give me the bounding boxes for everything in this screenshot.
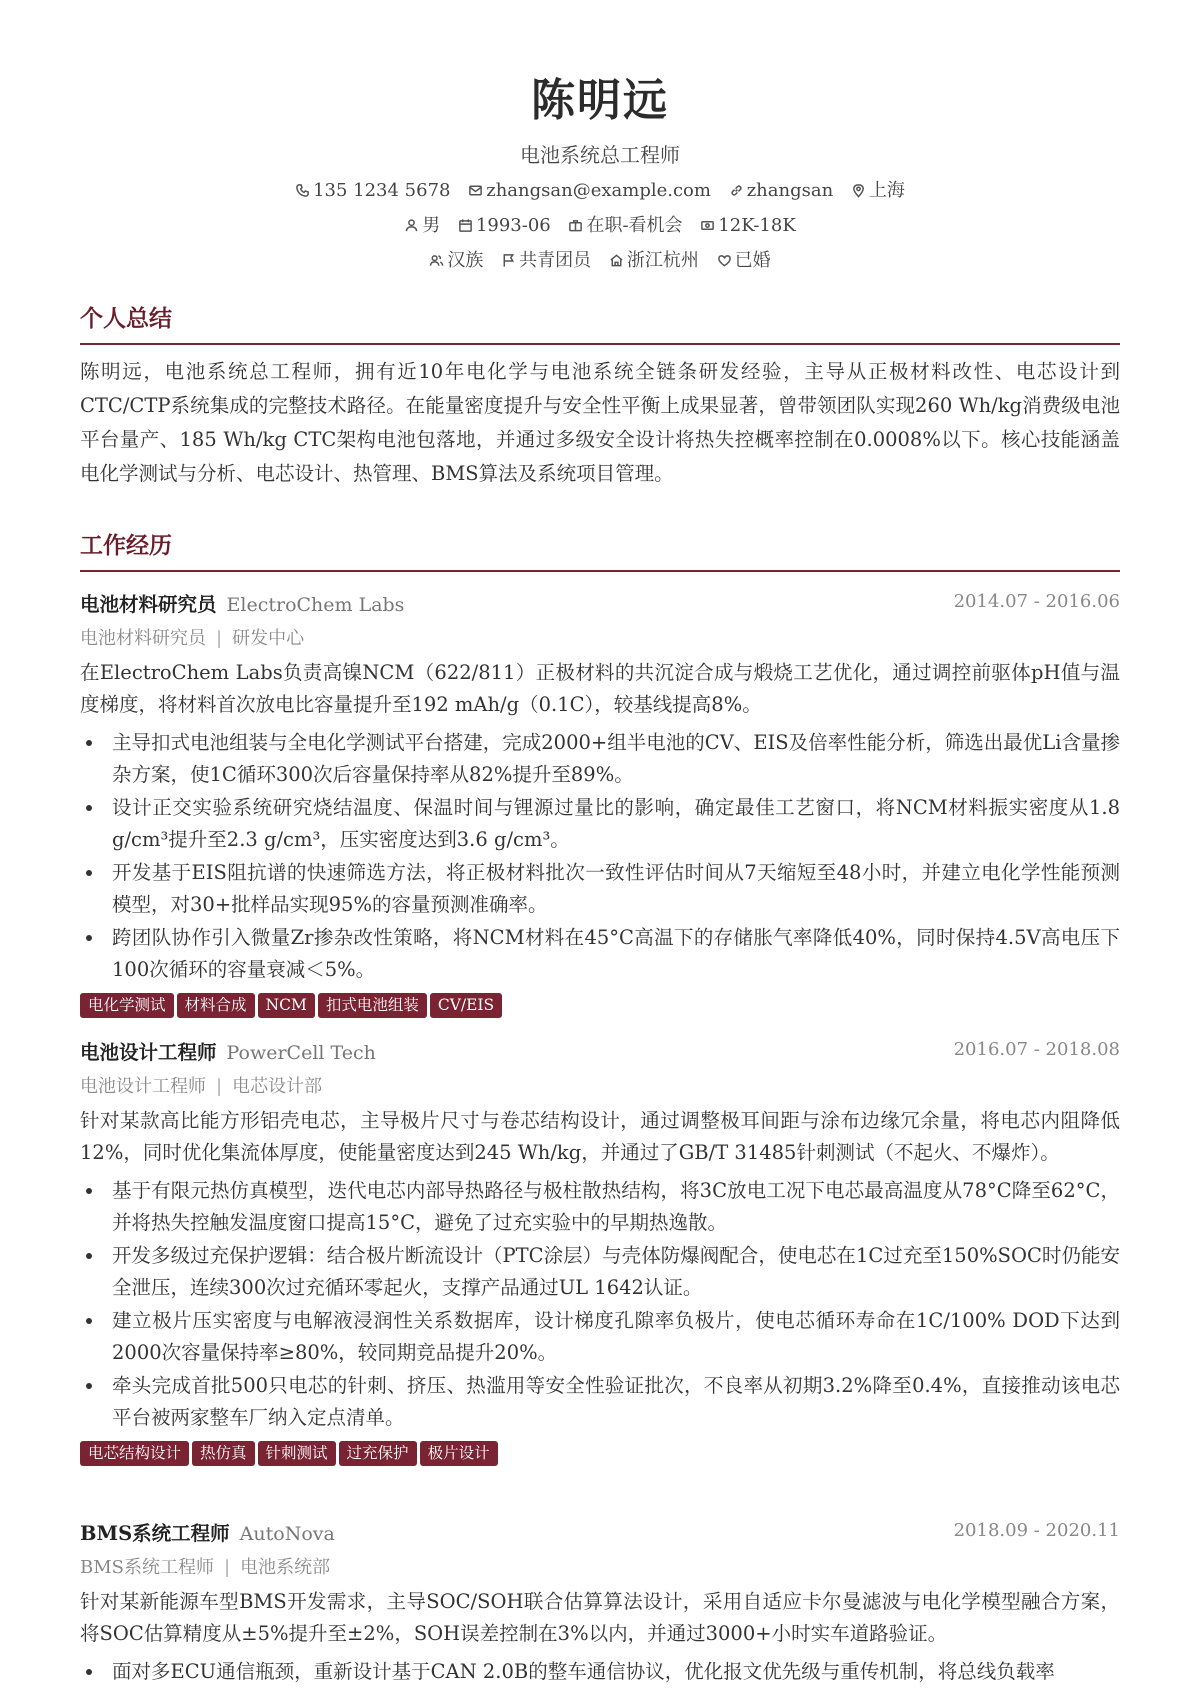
skill-tag: 极片设计 (420, 1441, 498, 1466)
job-company: PowerCell Tech (226, 1042, 376, 1064)
job-description: 在ElectroChem Labs负责高镍NCM（622/811）正极材料的共沉淀合成与煅烧工艺优化，通过调控前驱体pH值与温度梯度，将材料首次放电比容量提升至192 mAh/g（0.1C），较基线提高8%。 (80, 661, 1120, 716)
job-header (80, 1037, 1120, 1071)
skill-tag: 材料合成 (177, 993, 255, 1018)
job-date: 2016.07 - 2018.08 (953, 1039, 1120, 1060)
bullet-item: 建立极片压实密度与电解液浸润性关系数据库，设计梯度孔隙率负极片，使电芯循环寿命在1C/100% DOD下达到2000次容量保持率≥80%，较同期竞品提升20%。 (80, 1305, 1120, 1369)
bullet-item: 主导扣式电池组装与全电化学测试平台搭建，完成2000+组半电池的CV、EIS及倍率性能分析，筛选出最优Li含量掺杂方案，使1C循环300次后容量保持率从82%提升至89%。 (80, 727, 1120, 791)
city-text: 上海 (868, 180, 905, 201)
skill-tag: 电芯结构设计 (80, 1441, 189, 1466)
email-text: zhangsan@example.com (486, 180, 711, 201)
hometown-text: 浙江杭州 (626, 250, 699, 271)
bullet-item: 面对多ECU通信瓶颈，重新设计基于CAN 2.0B的整车通信协议，优化报文优先级与重传机制，将总线负载率 (80, 1656, 1120, 1688)
skill-tag: 电化学测试 (80, 993, 174, 1018)
job-subline (80, 623, 1120, 655)
job-company: ElectroChem Labs (226, 594, 405, 616)
job-subline (80, 1071, 1120, 1103)
marital-text: 已婚 (734, 250, 771, 271)
summary-heading: 个人总结 (80, 300, 1120, 345)
money-icon (700, 218, 715, 233)
job-bullets (80, 1175, 1120, 1434)
birth-text: 1993-06 (475, 215, 551, 236)
job-title: 电池材料研究员 (80, 593, 217, 616)
gender-text: 男 (422, 215, 441, 236)
social-item[interactable] (729, 180, 833, 201)
skill-tag: CV/EIS (430, 993, 502, 1018)
bullet-item: 开发基于EIS阻抗谱的快速筛选方法，将正极材料批次一致性评估时间从7天缩短至48小时，并建立电化学性能预测模型，对30+批样品实现95%的容量预测准确率。 (80, 857, 1120, 921)
calendar-icon (458, 218, 473, 233)
briefcase-icon (568, 218, 583, 233)
job-header (80, 589, 1120, 623)
link-icon (729, 183, 744, 198)
phone-text: 135 1234 5678 (313, 180, 451, 201)
job-description: 针对某新能源车型BMS开发需求，主导SOC/SOH联合估算算法设计，采用自适应卡尔曼滤波与电化学模型融合方案，将SOC估算精度从±5%提升至±2%，SOH误差控制在3%以内，并通过3000+小时实车道路验证。 (80, 1590, 1120, 1645)
job-role: BMS系统工程师 (80, 1557, 214, 1578)
job-date: 2018.09 - 2020.11 (953, 1520, 1120, 1541)
mail-icon (468, 183, 483, 198)
ethnicity-text: 汉族 (447, 250, 484, 271)
job-title: BMS系统工程师 (80, 1522, 230, 1545)
candidate-name: 陈明远 (531, 75, 669, 126)
bullet-item: 跨团队协作引入微量Zr掺杂改性策略，将NCM材料在45°C高温下的存储胀气率降低40%，同时保持4.5V高电压下100次循环的容量衰减＜5%。 (80, 922, 1120, 986)
skill-tags (80, 993, 1120, 1019)
bullet-item: 开发多级过充保护逻辑：结合极片断流设计（PTC涂层）与壳体防爆阀配合，使电芯在1C过充至150%SOC时仍能安全泄压，连续300次过充循环零起火，支撑产品通过UL 1642认证。 (80, 1240, 1120, 1304)
user-icon (404, 218, 419, 233)
candidate-title: 电池系统总工程师 (520, 143, 680, 167)
job-role: 电池设计工程师 (80, 1076, 206, 1097)
experience-heading: 工作经历 (80, 527, 1120, 572)
ethnicity-item (429, 246, 483, 272)
bullet-item: 牵头完成首批500只电芯的针刺、挤压、热滥用等安全性验证批次，不良率从初期3.2%降至0.4%，直接推动该电芯平台被两家整车厂纳入定点清单。 (80, 1370, 1120, 1434)
job-bullets (80, 1656, 1120, 1688)
basic-info-row (0, 211, 1200, 237)
social-text: zhangsan (746, 180, 834, 201)
job-title: 电池设计工程师 (80, 1041, 217, 1064)
users-icon (429, 253, 444, 268)
flag-icon (501, 253, 516, 268)
job-subline (80, 1552, 1120, 1584)
home-icon (609, 253, 624, 268)
contact-row (0, 176, 1200, 202)
phone-icon (295, 183, 310, 198)
job-dept: 电芯设计部 (232, 1076, 323, 1097)
job-entry (80, 1518, 1120, 1689)
separator: | (216, 628, 223, 649)
skill-tag: NCM (258, 993, 315, 1018)
phone-item[interactable] (295, 180, 450, 201)
hometown-item (609, 246, 699, 272)
separator: | (224, 1557, 231, 1578)
heart-icon (717, 253, 732, 268)
birth-item (458, 215, 551, 236)
bullet-item: 基于有限元热仿真模型，迭代电芯内部导热路径与极柱散热结构，将3C放电工况下电芯最高温度从78°C降至62°C，并将热失控触发温度窗口提高15°C，避免了过充实验中的早期热逸散。 (80, 1175, 1120, 1239)
job-entry (80, 1037, 1120, 1467)
location-icon (851, 183, 866, 198)
bullet-item: 设计正交实验系统研究烧结温度、保温时间与锂源过量比的影响，确定最佳工艺窗口，将NCM材料振实密度从1.8 g/cm³提升至2.3 g/cm³，压实密度达到3.6 g/cm³。 (80, 792, 1120, 856)
email-item[interactable] (468, 180, 711, 201)
skill-tags (80, 1441, 1120, 1467)
salary-item (700, 215, 795, 236)
job-bullets (80, 727, 1120, 986)
city-item (851, 176, 905, 202)
job-role: 电池材料研究员 (80, 628, 206, 649)
status-text: 在职-看机会 (586, 215, 683, 236)
status-item (568, 211, 682, 237)
salary-text: 12K-18K (718, 215, 796, 236)
job-description: 针对某款高比能方形铝壳电芯，主导极片尺寸与卷芯结构设计，通过调整极耳间距与涂布边缘冗余量，将电芯内阻降低12%，同时优化集流体厚度，使能量密度达到245 Wh/kg，并通过了GB/T 31485针刺测试（不起火、不爆炸）。 (80, 1109, 1120, 1164)
political-text: 共青团员 (519, 250, 592, 271)
skill-tag: 热仿真 (192, 1441, 255, 1466)
job-dept: 研发中心 (232, 628, 305, 649)
job-header (80, 1518, 1120, 1552)
extra-info-row (0, 246, 1200, 272)
skill-tag: 过充保护 (339, 1441, 417, 1466)
job-entry (80, 589, 1120, 1019)
job-company: AutoNova (239, 1523, 335, 1545)
separator: | (216, 1076, 223, 1097)
skill-tag: 针刺测试 (258, 1441, 336, 1466)
job-dept: 电池系统部 (240, 1557, 331, 1578)
job-date: 2014.07 - 2016.06 (953, 591, 1120, 612)
summary-text: 陈明远，电池系统总工程师，拥有近10年电化学与电池系统全链条研发经验，主导从正极材料改性、电芯设计到CTC/CTP系统集成的完整技术路径。在能量密度提升与安全性平衡上成果显著，曾带领团队实现260 Wh/kg消费级电池平台量产、185 Wh/kg CTC架构电池包落地，并通过多级安全设计将热失控概率控制在0.0008%以下。核心技能涵盖电化学测试与分析、电芯设计、热管理、BMS算法及系统项目管理。 (80, 360, 1120, 485)
marital-item (717, 246, 771, 272)
gender-item (404, 211, 440, 237)
skill-tag: 扣式电池组装 (318, 993, 427, 1018)
political-item (501, 246, 591, 272)
